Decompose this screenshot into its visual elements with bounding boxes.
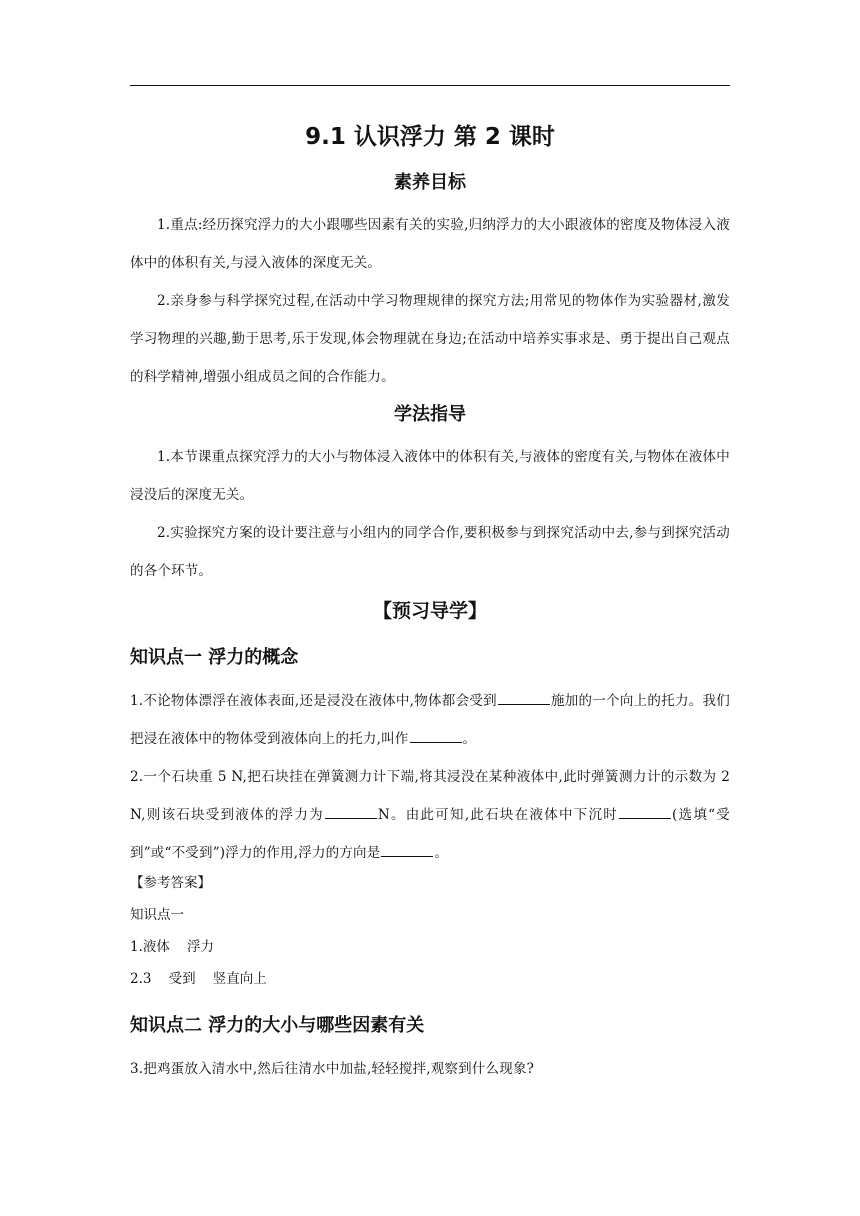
answer-2: 2.3 受到 竖直向上	[130, 971, 267, 987]
question-1-text-b: 施加的一个向上的托力。我们把浸在液体中的物体受到液体向上的托力,叫作	[130, 693, 730, 747]
preview-heading: 【预习导学】	[372, 600, 487, 622]
knowledge-point-2-heading: 知识点二 浮力的大小与哪些因素有关	[130, 1015, 425, 1036]
answers-label: 知识点一	[130, 907, 184, 923]
method-1: 1.本节课重点探究浮力的大小与物体浸入液体中的体积有关,与液体的密度有关,与物体在液体中浸没后的深度无关。	[130, 449, 730, 503]
question-2-text-c: (选填“受到”或“不受到”)浮力的作用,浮力的方向是	[130, 807, 730, 861]
goals-heading: 素养目标	[394, 172, 466, 193]
answer-blank	[498, 692, 550, 705]
goal-1: 1.重点:经历探究浮力的大小跟哪些因素有关的实验,归纳浮力的大小跟液体的密度及物体浸入液体中的体积有关,与浸入液体的深度无关。	[130, 217, 730, 271]
question-2-text-a: 2.一个石块重 5 N,把石块挂在弹簧测力计下端,将其浸没在某种液体中,此时弹簧测力计的示数为 2 N,则该石块受到液体的浮力为	[130, 769, 730, 823]
answer-blank	[410, 730, 462, 743]
goal-2: 2.亲身参与科学探究过程,在活动中学习物理规律的探究方法;用常见的物体作为实验器材,激发学习物理的兴趣,勤于思考,乐于发现,体会物理就在身边;在活动中培养实事求是、勇于提出自己观点的科学精神,增强小组成员之间的合作能力。	[130, 293, 730, 385]
answer-1: 1.液体 浮力	[130, 939, 215, 955]
question-2-text-b: N。由此可知,此石块在液体中下沉时	[377, 807, 619, 823]
knowledge-point-1-heading: 知识点一 浮力的概念	[130, 647, 299, 668]
question-1-text-c: 。	[462, 731, 477, 747]
question-1	[130, 682, 730, 758]
question-2	[130, 758, 730, 872]
method-heading: 学法指导	[394, 404, 466, 425]
answer-blank	[619, 806, 671, 819]
question-1-text-a: 1.不论物体漂浮在液体表面,还是浸没在液体中,物体都会受到	[130, 693, 497, 709]
page-title: 9.1 认识浮力 第 2 课时	[305, 124, 555, 150]
answers-heading: 【参考答案】	[130, 875, 211, 891]
answer-blank	[381, 844, 433, 857]
method-2: 2.实验探究方案的设计要注意与小组内的同学合作,要积极参与到探究活动中去,参与到探究活动的各个环节。	[130, 525, 730, 579]
question-3: 3.把鸡蛋放入清水中,然后往清水中加盐,轻轻搅拌,观察到什么现象?	[130, 1061, 535, 1077]
question-2-text-d: 。	[434, 845, 449, 861]
header-rule	[130, 85, 730, 86]
answer-blank	[325, 806, 377, 819]
